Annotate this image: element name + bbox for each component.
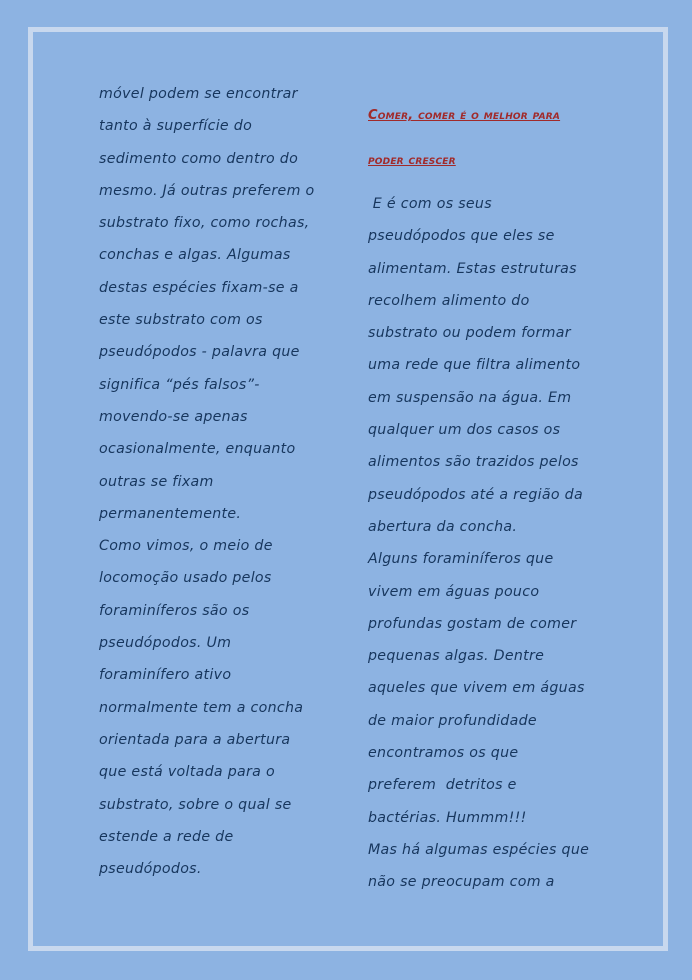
text-line: mesmo. Já outras preferem o bbox=[99, 182, 315, 199]
text-line: pseudópodos - palavra que bbox=[99, 344, 300, 361]
text-line: alimentam. Estas estruturas bbox=[368, 260, 577, 277]
text-line: outras se fixam bbox=[99, 473, 214, 490]
text-line: normalmente tem a concha bbox=[99, 699, 304, 716]
text-line: qualquer um dos casos os bbox=[368, 422, 561, 439]
left-text-column bbox=[99, 78, 349, 885]
text-line: abertura da concha. bbox=[368, 518, 518, 535]
text-line: Alguns foraminíferos que bbox=[368, 551, 554, 568]
section-heading-line-2: poder crescer bbox=[368, 153, 456, 168]
text-line: E é com os seus bbox=[368, 196, 492, 212]
text-line: foraminíferos são os bbox=[99, 602, 250, 619]
text-line: em suspensão na água. Em bbox=[368, 389, 572, 406]
text-line: sedimento como dentro do bbox=[99, 150, 299, 167]
text-line: vivem em águas pouco bbox=[368, 583, 540, 600]
text-line: orientada para a abertura bbox=[99, 731, 291, 748]
text-line: pseudópodos. Um bbox=[99, 635, 232, 652]
text-line: pseudópodos que eles se bbox=[368, 228, 555, 245]
text-line: uma rede que filtra alimento bbox=[368, 357, 581, 374]
text-line: recolhem alimento do bbox=[368, 292, 530, 309]
text-line: destas espécies fixam-se a bbox=[99, 279, 299, 296]
text-line: tanto à superfície do bbox=[99, 118, 253, 135]
text-line: que está voltada para o bbox=[99, 764, 275, 781]
text-line: preferem detritos e bbox=[368, 777, 517, 794]
text-line: móvel podem se encontrar bbox=[99, 86, 298, 102]
text-line: pequenas algas. Dentre bbox=[368, 648, 545, 665]
right-text-column bbox=[368, 188, 618, 899]
text-line: Mas há algumas espécies que bbox=[368, 841, 590, 858]
text-line: alimentos são trazidos pelos bbox=[368, 454, 579, 471]
text-line: profundas gostam de comer bbox=[368, 615, 577, 632]
text-line: significa “pés falsos”- bbox=[99, 376, 260, 393]
text-line: movendo-se apenas bbox=[99, 408, 248, 425]
text-line: não se preocupam com a bbox=[368, 874, 555, 891]
text-line: Como vimos, o meio de bbox=[99, 538, 273, 555]
text-line: pseudópodos. bbox=[99, 861, 202, 878]
text-line: pseudópodos até a região da bbox=[368, 486, 583, 503]
text-line: substrato, sobre o qual se bbox=[99, 796, 292, 813]
section-heading-line-1: Comer, comer é o melhor para bbox=[368, 108, 561, 123]
text-line: este substrato com os bbox=[99, 312, 263, 329]
text-line: foraminífero ativo bbox=[99, 667, 232, 684]
text-line: estende a rede de bbox=[99, 828, 234, 845]
text-line: encontramos os que bbox=[368, 745, 519, 762]
text-line: substrato fixo, como rochas, bbox=[99, 215, 310, 232]
text-line: ocasionalmente, enquanto bbox=[99, 441, 296, 458]
text-line: bactérias. Hummm!!! bbox=[368, 809, 527, 826]
text-line: aqueles que vivem em águas bbox=[368, 680, 585, 697]
text-line: conchas e algas. Algumas bbox=[99, 247, 291, 264]
text-line: locomoção usado pelos bbox=[99, 570, 272, 587]
text-line: de maior profundidade bbox=[368, 712, 537, 729]
text-line: substrato ou podem formar bbox=[368, 325, 571, 342]
text-line: permanentemente. bbox=[99, 505, 242, 522]
